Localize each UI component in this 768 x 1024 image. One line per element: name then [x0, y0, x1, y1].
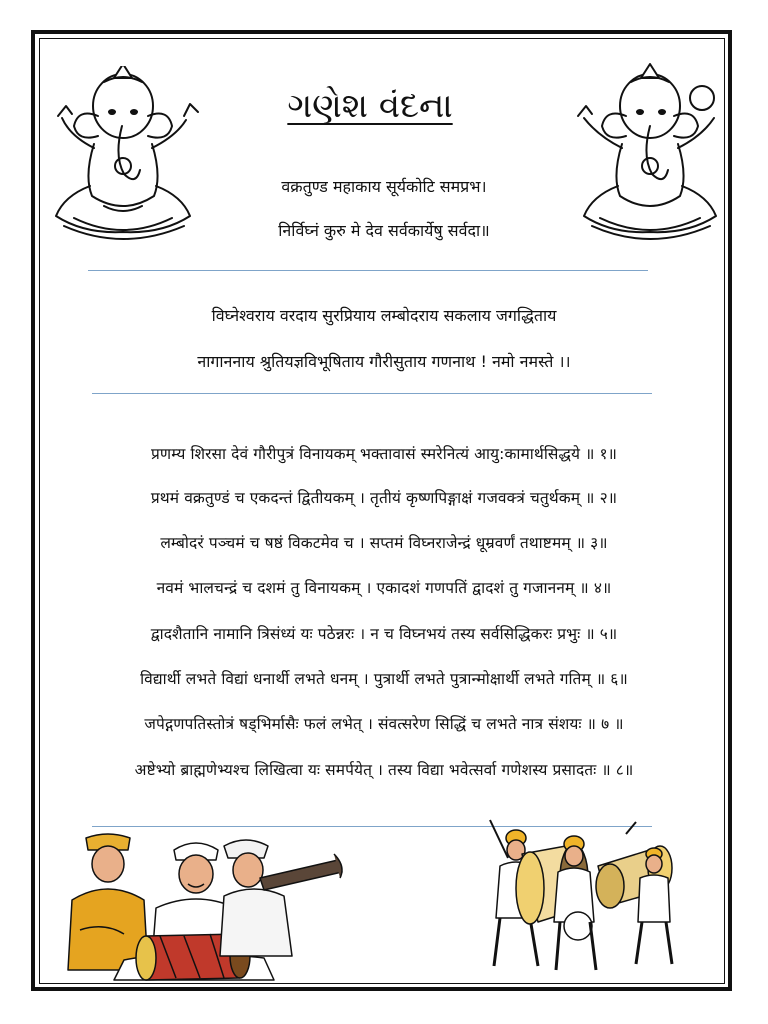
- salutation-line-2: नागाननाय श्रुतियज्ञविभूषिताय गौरीसुताय गणनाथ ! नमो नमस्ते ।।: [197, 352, 571, 371]
- stotra-verse-7: जपेद्गणपतिस्तोत्रं षड्भिर्मासैः फलं लभेत् । संवत्सरेण सिद्धिं च लभते नात्र संशयः ॥ ७ ॥: [144, 715, 624, 733]
- drummers-illustration: [486, 818, 676, 978]
- stotra-verse-3: लम्बोदरं पञ्चमं च षष्ठं विकटमेव च । सप्तमं विघ्नराजेन्द्रं धूम्रवर्णं तथाष्टमम् ॥ ३॥: [160, 534, 608, 552]
- stotra-verse-5: द्वादशैतानि नामानि त्रिसंध्यं यः पठेन्नरः । न च विघ्नभयं तस्य सर्वसिद्धिकरः प्रभुः ॥ ५॥: [150, 625, 618, 643]
- stotra-verse-2: प्रथमं वक्रतुण्डं च एकदन्तं द्वितीयकम् । तृतीयं कृष्णपिङ्गाक्षं गजवक्त्रं चतुर्थकम् ॥ २॥: [150, 489, 618, 507]
- divider-2: [92, 393, 652, 394]
- musicians-illustration: [64, 830, 344, 985]
- divider-1: [88, 270, 648, 271]
- stotra-verse-1: प्रणम्य शिरसा देवं गौरीपुत्रं विनायकम् भक्तावासं स्मरेनित्यं आयु:कामार्थसिद्धये ॥ १॥: [150, 445, 618, 463]
- stotra-verse-6: विद्यार्थी लभते विद्यां धनार्थी लभते धनम् । पुत्रार्थी लभते पुत्रान्मोक्षार्थी लभते गतिम् ॥ ६॥: [140, 670, 628, 688]
- stotra-verse-4: नवमं भालचन्द्रं च दशमं तु विनायकम् । एकादशं गणपतिं द्वादशं तु गजाननम् ॥ ४॥: [156, 579, 612, 597]
- salutation-line-1: विघ्नेश्वराय वरदाय सुरप्रियाय लम्बोदराय सकलाय जगद्धिताय: [211, 306, 557, 325]
- page-title: ગણેશ વંદના: [287, 86, 453, 126]
- invocation-line-2: निर्विघ्नं कुरु मे देव सर्वकार्येषु सर्वदा॥: [278, 221, 490, 240]
- stotra-verse-8: अष्टेभ्यो ब्राह्मणेभ्यश्च लिखित्वा यः समर्पयेत् । तस्य विद्या भवेत्सर्वा गणेशस्य प्रसादतः ॥ ८॥: [134, 761, 634, 779]
- invocation-line-1: वक्रतुण्ड महाकाय सूर्यकोटि समप्रभ।: [281, 177, 487, 196]
